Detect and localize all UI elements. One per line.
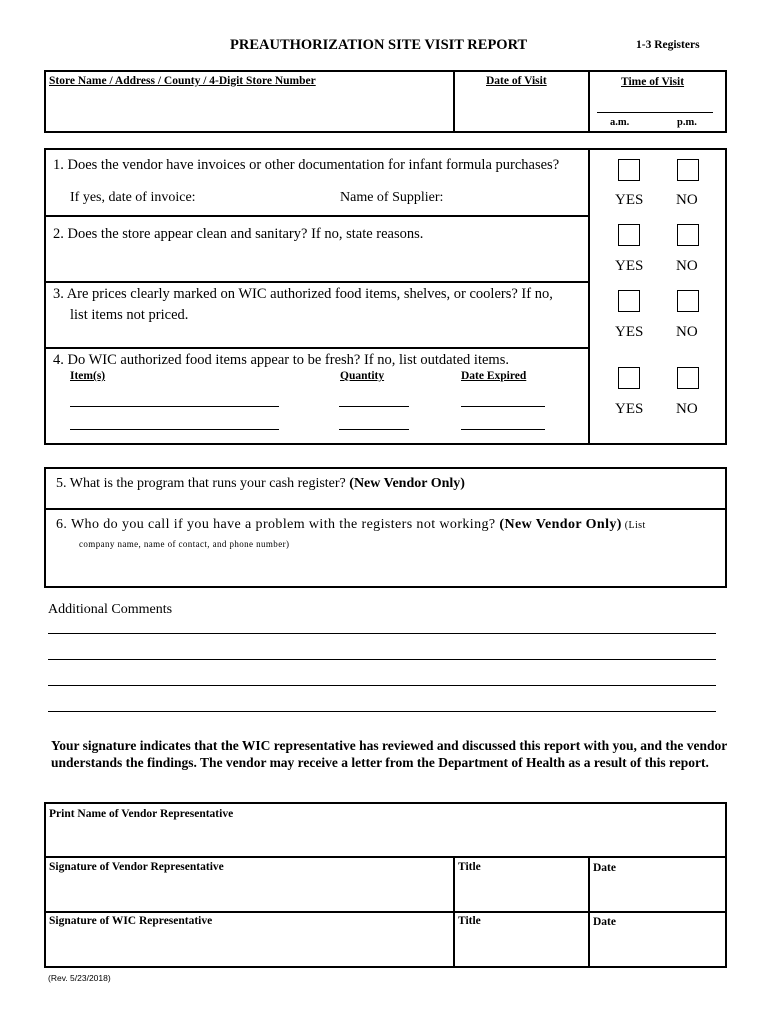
q2-no-label: NO [676,258,698,274]
invoice-date-label: If yes, date of invoice: [70,190,196,205]
question-5-text: 5. What is the program that runs your cash register? [56,476,350,491]
q3-no-label: NO [676,324,698,340]
question-6-text: 6. Who do you call if you have a problem with the registers not working? [56,517,500,532]
date-of-visit-label: Date of Visit [486,75,547,87]
item-field-2[interactable] [70,429,279,430]
date-expired-field-2[interactable] [461,429,545,430]
revision-date: (Rev. 5/23/2018) [48,973,111,983]
supplier-label: Name of Supplier: [340,190,444,205]
date-expired-field-1[interactable] [461,406,545,407]
store-name-label: Store Name / Address / County / 4-Digit Store Number [49,75,316,87]
q3-yes-checkbox[interactable] [618,290,640,312]
vendor-date-field[interactable] [591,878,724,909]
q4-yes-checkbox[interactable] [618,367,640,389]
store-name-field[interactable] [47,92,451,130]
q2-yes-label: YES [615,258,644,274]
question-3-line-2: list items not priced. [70,307,189,323]
vendor-title-label: Title [458,861,481,873]
date-of-visit-field[interactable] [456,92,586,130]
question-5 [56,473,465,494]
question-6 [56,514,646,536]
wic-date-label: Date [593,916,616,928]
quantity-field-1[interactable] [339,406,409,407]
vendor-title-field[interactable] [456,878,586,909]
question-3-line-1: 3. Are prices clearly marked on WIC authorized food items, shelves, or coolers? If no, [53,286,553,302]
q1-no-label: NO [676,192,698,208]
comment-line-4[interactable] [48,711,716,712]
q2-no-checkbox[interactable] [677,224,699,246]
question-4: 4. Do WIC authorized food items appear to be fresh? If no, list outdated items. [53,352,509,368]
q1-yes-checkbox[interactable] [618,159,640,181]
date-expired-column-label: Date Expired [461,370,527,382]
question-5-note: (New Vendor Only) [349,476,465,491]
q4-no-label: NO [676,401,698,417]
items-column-label: Item(s) [70,370,106,382]
question-1: 1. Does the vendor have invoices or other documentation for infant formula purchases? [53,157,560,173]
comment-line-1[interactable] [48,633,716,634]
q4-yes-label: YES [615,401,644,417]
wic-date-field[interactable] [591,932,724,966]
question-6-list: (List [621,520,646,531]
time-of-visit-label: Time of Visit [621,76,685,88]
print-name-field[interactable] [47,826,724,854]
q2-yes-checkbox[interactable] [618,224,640,246]
am-label: a.m. [610,117,630,128]
wic-signature-field[interactable] [47,932,451,966]
item-field-1[interactable] [70,406,279,407]
wic-title-label: Title [458,915,481,927]
print-name-label: Print Name of Vendor Representative [49,808,234,820]
quantity-column-label: Quantity [340,370,385,382]
q3-yes-label: YES [615,324,644,340]
q3-no-checkbox[interactable] [677,290,699,312]
additional-comments-label: Additional Comments [48,602,173,617]
signature-note: Your signature indicates that the WIC representative has reviewed and discussed this report with you, and the vendor understands the findings. The vendor may receive a letter from the Department of Health as a result of this report. [51,738,728,770]
question-2: 2. Does the store appear clean and sanitary? If no, state reasons. [53,226,424,242]
question-6-note: (New Vendor Only) [499,517,622,532]
comment-line-2[interactable] [48,659,716,660]
wic-title-field[interactable] [456,932,586,966]
q1-no-checkbox[interactable] [677,159,699,181]
quantity-field-2[interactable] [339,429,409,430]
comment-line-3[interactable] [48,685,716,686]
pm-label: p.m. [677,117,697,128]
wic-signature-label: Signature of WIC Representative [49,915,213,927]
page-title: PREAUTHORIZATION SITE VISIT REPORT [230,37,528,53]
q4-no-checkbox[interactable] [677,367,699,389]
vendor-signature-label: Signature of Vendor Representative [49,861,224,873]
vendor-signature-field[interactable] [47,878,451,909]
question-6-subtext: company name, name of contact, and phone number) [79,539,290,549]
registers-label: 1-3 Registers [636,39,700,51]
q1-yes-label: YES [615,192,644,208]
vendor-date-label: Date [593,862,616,874]
